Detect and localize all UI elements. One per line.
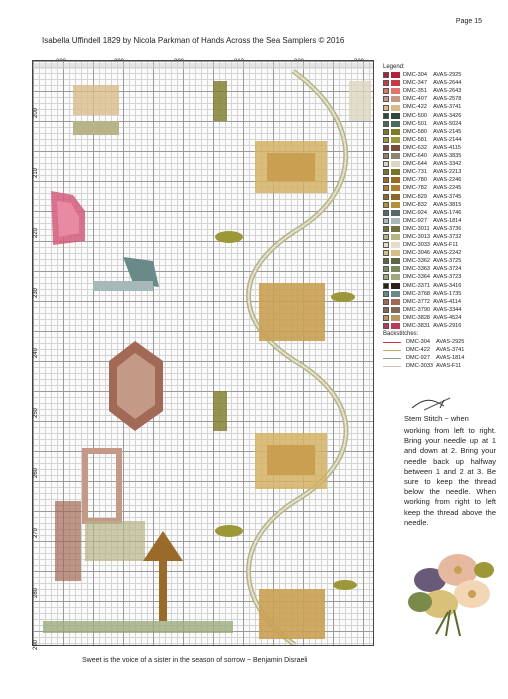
avas-code: AVAS-F11: [433, 242, 459, 249]
legend-color-swatch: [391, 274, 400, 280]
legend-item: [383, 193, 503, 201]
row-number: 220: [33, 227, 39, 238]
dmc-code: DMC-829: [403, 193, 427, 200]
legend-color-swatch: [391, 323, 400, 329]
dmc-code: DMC-581: [403, 136, 427, 143]
backstitch-item: [383, 346, 503, 354]
dmc-code: DMC-3828: [403, 314, 431, 321]
dmc-code: DMC-3033: [403, 242, 431, 249]
legend-symbol-icon: [383, 169, 389, 175]
dmc-code: DMC-422: [403, 104, 427, 111]
row-number: 240: [33, 347, 39, 358]
avas-code: AVAS-4115: [433, 144, 461, 151]
avas-code: AVAS-2916: [433, 323, 462, 329]
footer-quote: Sweet is the voice of a sister in the season of sorrow ~ Benjamin Disraeli: [82, 657, 308, 664]
dmc-code: DMC-3033: [406, 363, 434, 370]
row-number: 200: [33, 107, 39, 118]
legend-color-swatch: [391, 137, 400, 143]
legend-item: [383, 71, 503, 79]
legend-symbol-icon: [383, 283, 389, 289]
legend-symbol-icon: [383, 88, 389, 94]
dmc-code: DMC-640: [403, 153, 427, 160]
avas-code: AVAS-3732: [433, 233, 462, 240]
legend-color-swatch: [391, 299, 400, 305]
avas-code: AVAS-3725: [433, 258, 462, 265]
legend-color-swatch: [391, 234, 400, 240]
avas-code: AVAS-F11: [436, 363, 462, 370]
legend-symbol-icon: [383, 258, 389, 264]
legend-symbol-icon: [383, 226, 389, 232]
avas-code: AVAS-3815: [433, 201, 462, 208]
legend-color-swatch: [391, 80, 400, 86]
legend-item: [383, 95, 503, 103]
avas-code: AVAS-1814: [436, 355, 465, 362]
avas-code: AVAS-1814: [433, 217, 462, 224]
legend-symbol-icon: [383, 218, 389, 224]
legend-item: [383, 249, 503, 257]
chart-motifs: [33, 61, 373, 645]
page-number: Page 15: [455, 18, 482, 25]
legend-symbol-icon: [383, 177, 389, 183]
row-number: 250: [33, 407, 39, 418]
row-number: 230: [33, 287, 39, 298]
avas-code: AVAS-4114: [433, 298, 461, 305]
avas-code: AVAS-2925: [436, 339, 465, 346]
backstitch-list: [383, 338, 503, 370]
avas-code: AVAS-5024: [433, 120, 462, 127]
avas-code: AVAS-2644: [433, 80, 462, 87]
small-bird-motif: [73, 85, 119, 135]
legend-item: [383, 120, 503, 128]
legend-item: [383, 128, 503, 136]
legend-color-swatch: [391, 315, 400, 321]
backstitch-item: [383, 362, 503, 370]
avas-code: AVAS-1746: [433, 209, 462, 216]
legend-item: [383, 273, 503, 281]
dmc-code: DMC-3772: [403, 298, 431, 305]
legend-color-swatch: [391, 226, 400, 232]
avas-code: AVAS-3723: [433, 274, 462, 281]
legend-item: [383, 136, 503, 144]
legend-symbol-icon: [383, 145, 389, 151]
legend-item: [383, 241, 503, 249]
row-number: 280: [33, 587, 39, 598]
dmc-code: DMC-304: [403, 72, 427, 79]
legend-color-swatch: [391, 307, 400, 313]
pink-flower-motif: [51, 191, 85, 245]
legend-symbol-icon: [383, 113, 389, 119]
stem-stitch-instructions: working from left to right. Bring your needle up at 1 and down at 2. Bring your needle back up halfway between 1 and 2 at 3. Be sure to keep the thread below the needle. When working from right to left keep the thread above the needle.: [404, 426, 496, 527]
legend-item: [383, 168, 503, 176]
avas-code: AVAS-3736: [433, 225, 462, 232]
legend-symbol-icon: [383, 291, 389, 297]
avas-code: AVAS-4524: [433, 314, 462, 321]
legend-item: [383, 298, 503, 306]
legend-color-swatch: [391, 218, 400, 224]
legend-color-swatch: [391, 129, 400, 135]
dmc-code: DMC-3362: [403, 258, 431, 265]
dmc-code: DMC-3371: [403, 282, 431, 289]
avas-code: AVAS-2144: [433, 136, 462, 143]
legend-color-swatch: [391, 242, 400, 248]
legend-symbol-icon: [383, 194, 389, 200]
backstitch-line-icon: [383, 358, 401, 359]
backstitch-heading: Backstitches:: [383, 331, 419, 338]
avas-code: AVAS-3741: [433, 104, 462, 111]
avas-code: AVAS-2925: [433, 72, 462, 79]
row-number: 270: [33, 527, 39, 538]
legend-heading: Legend:: [383, 64, 405, 70]
legend-item: [383, 112, 503, 120]
legend-item: [383, 79, 503, 87]
avas-code: AVAS-2242: [433, 250, 462, 257]
legend-item: [383, 160, 503, 168]
legend-color-swatch: [391, 153, 400, 159]
legend-symbol-icon: [383, 210, 389, 216]
legend-item: [383, 322, 503, 330]
legend-item: [383, 209, 503, 217]
legend-color-swatch: [391, 88, 400, 94]
legend-item: [383, 152, 503, 160]
dmc-code: DMC-3046: [403, 250, 431, 257]
avas-code: AVAS-3342: [433, 161, 462, 168]
dmc-code: DMC-3364: [403, 274, 431, 281]
legend-symbol-icon: [383, 250, 389, 256]
legend-symbol-icon: [383, 185, 389, 191]
tulip-motif: [259, 589, 325, 639]
dmc-code: DMC-780: [403, 177, 427, 184]
legend-symbol-icon: [383, 121, 389, 127]
dmc-code: DMC-500: [403, 112, 427, 119]
stem-stitch-title: Stem Stitch ~ when: [404, 414, 469, 423]
legend-color-swatch: [391, 202, 400, 208]
legend-symbol-icon: [383, 274, 389, 280]
dmc-code: DMC-580: [403, 128, 427, 135]
legend-color-swatch: [391, 113, 400, 119]
legend-symbol-icon: [383, 72, 389, 78]
dmc-code: DMC-632: [403, 144, 427, 151]
avas-code: AVAS-3741: [436, 347, 465, 354]
strawberry-motif: [109, 341, 163, 431]
legend-color-swatch: [391, 105, 400, 111]
legend-item: [383, 233, 503, 241]
legend-item: [383, 306, 503, 314]
avas-code: AVAS-3416: [433, 282, 462, 289]
dmc-code: DMC-501: [403, 120, 427, 127]
dmc-code: DMC-924: [403, 209, 427, 216]
backstitch-item: [383, 354, 503, 362]
avas-code: AVAS-3426: [433, 112, 462, 119]
legend-symbol-icon: [383, 161, 389, 167]
legend-color-swatch: [391, 194, 400, 200]
legend-item: [383, 87, 503, 95]
tulip-motif: [255, 433, 327, 489]
legend-item: [383, 314, 503, 322]
legend-item: [383, 103, 503, 111]
avas-code: AVAS-2145: [433, 128, 462, 135]
backstitch-line-icon: [383, 342, 401, 343]
legend-symbol-icon: [383, 323, 389, 329]
avas-code: AVAS-2643: [433, 88, 462, 95]
dmc-code: DMC-3831: [403, 323, 431, 329]
legend-symbol-icon: [383, 137, 389, 143]
legend-symbol-icon: [383, 266, 389, 272]
legend-color-swatch: [391, 145, 400, 151]
dmc-code: DMC-927: [406, 355, 430, 362]
row-number: 210: [33, 167, 39, 178]
legend-color-swatch: [391, 283, 400, 289]
legend-color-swatch: [391, 96, 400, 102]
legend-color-swatch: [391, 121, 400, 127]
dmc-code: DMC-3790: [403, 306, 431, 313]
legend: [383, 63, 503, 371]
legend-color-swatch: [391, 169, 400, 175]
tree-motif: [143, 531, 183, 621]
legend-item: [383, 225, 503, 233]
cross-stitch-chart: [32, 60, 374, 646]
dmc-code: DMC-407: [403, 96, 427, 103]
legend-color-swatch: [391, 258, 400, 264]
avas-code: AVAS-2246: [433, 177, 462, 184]
legend-symbol-icon: [383, 242, 389, 248]
legend-symbol-icon: [383, 202, 389, 208]
dmc-code: DMC-644: [403, 161, 427, 168]
legend-symbol-icon: [383, 315, 389, 321]
legend-item: [383, 257, 503, 265]
legend-symbol-icon: [383, 80, 389, 86]
dmc-code: DMC-832: [403, 201, 427, 208]
legend-item: [383, 265, 503, 273]
page-title: Isabella Uffindell 1829 by Nicola Parkman of Hands Across the Sea Samplers © 2016: [42, 36, 345, 45]
legend-item: [383, 217, 503, 225]
legend-item: [383, 176, 503, 184]
backstitch-line-icon: [383, 366, 401, 367]
blue-leaf-motif: [93, 257, 159, 291]
legend-item: [383, 184, 503, 192]
dmc-code: DMC-3768: [403, 290, 431, 297]
legend-color-swatch: [391, 161, 400, 167]
legend-symbol-icon: [383, 153, 389, 159]
legend-item: [383, 282, 503, 290]
legend-color-swatch: [391, 291, 400, 297]
legend-color-swatch: [391, 250, 400, 256]
legend-color-swatch: [391, 177, 400, 183]
tulip-motif: [259, 283, 325, 341]
backstitch-line-icon: [383, 350, 401, 351]
avas-code: AVAS-3745: [433, 193, 462, 200]
dmc-code: DMC-3363: [403, 266, 431, 273]
backstitch-item: [383, 338, 503, 346]
tulip-motif: [255, 141, 327, 193]
legend-symbol-icon: [383, 234, 389, 240]
dmc-code: DMC-782: [403, 185, 427, 192]
legend-symbol-icon: [383, 96, 389, 102]
dmc-code: DMC-347: [403, 80, 427, 87]
legend-color-swatch: [391, 185, 400, 191]
dmc-code: DMC-422: [406, 347, 430, 354]
dmc-code: DMC-927: [403, 217, 427, 224]
legend-color-swatch: [391, 266, 400, 272]
avas-code: AVAS-2245: [433, 185, 462, 192]
row-number: 290: [33, 639, 39, 650]
avas-code: AVAS-2578: [433, 96, 462, 103]
avas-code: AVAS-3835: [433, 153, 462, 160]
avas-code: AVAS-3344: [433, 306, 462, 313]
legend-item: [383, 201, 503, 209]
legend-item: [383, 144, 503, 152]
legend-item: [383, 290, 503, 298]
dmc-code: DMC-304: [406, 339, 430, 346]
dmc-code: DMC-351: [403, 88, 427, 95]
legend-symbol-icon: [383, 129, 389, 135]
legend-symbol-icon: [383, 307, 389, 313]
legend-symbol-icon: [383, 105, 389, 111]
dmc-code: DMC-3013: [403, 233, 431, 240]
legend-symbol-icon: [383, 299, 389, 305]
row-number: 260: [33, 467, 39, 478]
letter-motif: [55, 451, 145, 581]
stem-stitch-needle-icon: [410, 394, 460, 414]
avas-code: AVAS-2213: [433, 169, 462, 176]
legend-color-swatch: [391, 72, 400, 78]
avas-code: AVAS-3724: [433, 266, 462, 273]
dmc-code: DMC-731: [403, 169, 427, 176]
legend-color-swatch: [391, 210, 400, 216]
dmc-code: DMC-3011: [403, 225, 430, 232]
flower-bouquet-icon: [400, 540, 500, 640]
legend-list: [383, 71, 503, 330]
avas-code: AVAS-1735: [433, 290, 462, 297]
